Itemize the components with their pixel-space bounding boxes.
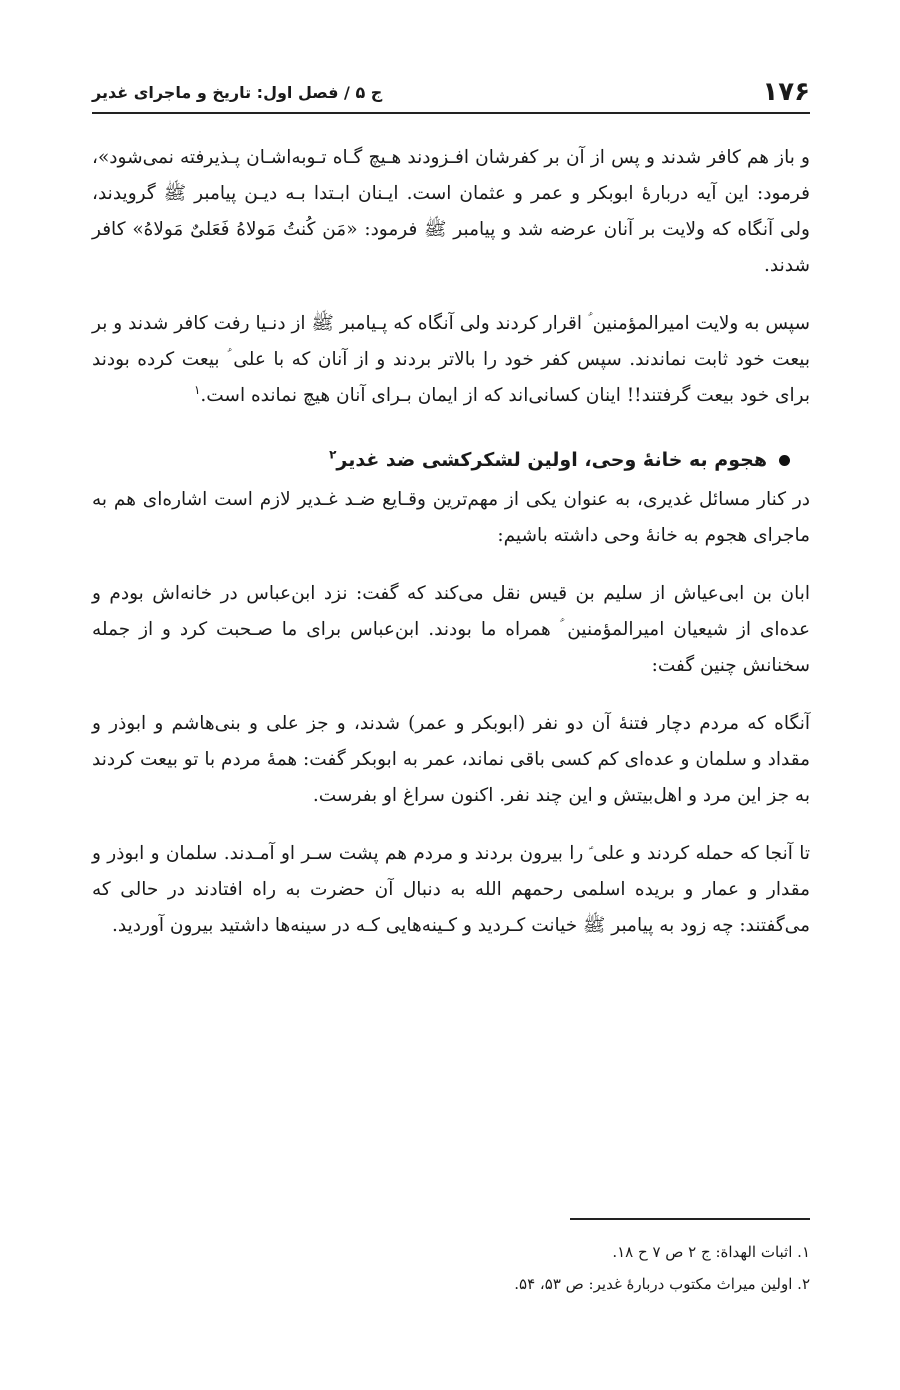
- paragraph-2: سپس به ولایت امیرالمؤمنین ؑ اقرار کردند ولی آنگاه که پـیامبر ﷺ از دنـیا رفت کافر شدند و بر بیعت خود ثابت نماندند. سپس کفر خود را بالاتر بردند و از آنان که با علی ؑ بیعت کرده بودند برای خود بیعت گرفتند!! اینان کسانی‌اند که از ایمان بـرای آنان هیچ نمانده است.$^۱$: [92, 313, 811, 406]
- bullet-icon: [779, 455, 790, 466]
- running-head: ج ۵ / فصل اول: تاریخ و ماجرای غدیر: [92, 82, 383, 102]
- section-heading-text: هجوم به خانهٔ وحی، اولین لشکرکشی ضد غدیر$^۲$: [329, 447, 767, 471]
- footnote-divider: [570, 1218, 810, 1220]
- paragraph-3: در کنار مسائل غدیری، به عنوان یکی از مهم‌ترین وقـایع ضـد غـدیر لازم است اشاره‌ای هم به ماجرای هجوم به خانهٔ وحی داشته باشیم:: [92, 489, 810, 546]
- section-heading: [92, 444, 810, 476]
- paragraph-5: آنگاه که مردم دچار فتنهٔ آن دو نفر (ابوبکر و عمر) شدند، و جز علی و بنی‌هاشم و ابوذر و مقداد و سلمان و عده‌ای کم کسی باقی نماند، عمر به ابوبکر گفت: همهٔ مردم با تو بیعت کردند به جز این مرد و اهل‌بیتش و این چند نفر. اکنون سراغ او بفرست.: [92, 713, 810, 806]
- footnote-ref-2[interactable]: ۲: [329, 447, 337, 462]
- footnotes: [92, 1236, 810, 1300]
- paragraph-1: و باز هم کافر شدند و پس از آن بر کفرشان افـزودند هـیچ گـاه تـوبه‌اشـان پـذیرفته نمی‌شود»، فرمود: این آیه دربارهٔ ابوبکر و عمر و عثمان است. ایـنان ابـتدا بـه دیـن پیامبر ﷺ گرویدند، ولی آنگاه که ولایت بر آنان عرضه شد و پیامبر ﷺ فرمود: «مَن کُنتُ مَولاهُ فَعَلیٌ مَولاهُ» کافر شدند.: [92, 147, 810, 276]
- footnote-1: ۱. اثبات الهداة: ج ۲ ص ۷ ح ۱۸.: [612, 1243, 810, 1261]
- page-number: ۱۷۶: [762, 77, 810, 107]
- page-header: [92, 72, 810, 114]
- footnote-ref-1[interactable]: ۱: [193, 382, 201, 397]
- paragraph-6: تا آنجا که حمله کردند و علی ؑ را بیرون بردند و مردم هم پشت سـر او آمـدند. سلمان و ابوذر و مقدار و عمار و بریده اسلمی رحمهم الله به دنبال آن حضرت به راه افتادند در حالی که می‌گفتند: چه زود به پیامبر ﷺ خیانت کـردید و کـینه‌هایی کـه در سینه‌ها داشتید بیرون آوردید.: [92, 843, 810, 936]
- paragraph-4: ابان بن ابی‌عیاش از سلیم بن قیس نقل می‌کند که گفت: نزد ابن‌عباس در خانه‌اش بودم و عده‌ای از شیعیان امیرالمؤمنین ؑ همراه ما بودند. ابن‌عباس برای ما صـحبت کرد و از جمله سخنانش چنین گفت:: [92, 583, 810, 676]
- book-page: [92, 0, 810, 1390]
- footnote-2: ۲. اولین میراث مکتوب دربارهٔ غدیر: ص ۵۳، ۵۴.: [514, 1275, 810, 1293]
- page-content: [92, 140, 810, 966]
